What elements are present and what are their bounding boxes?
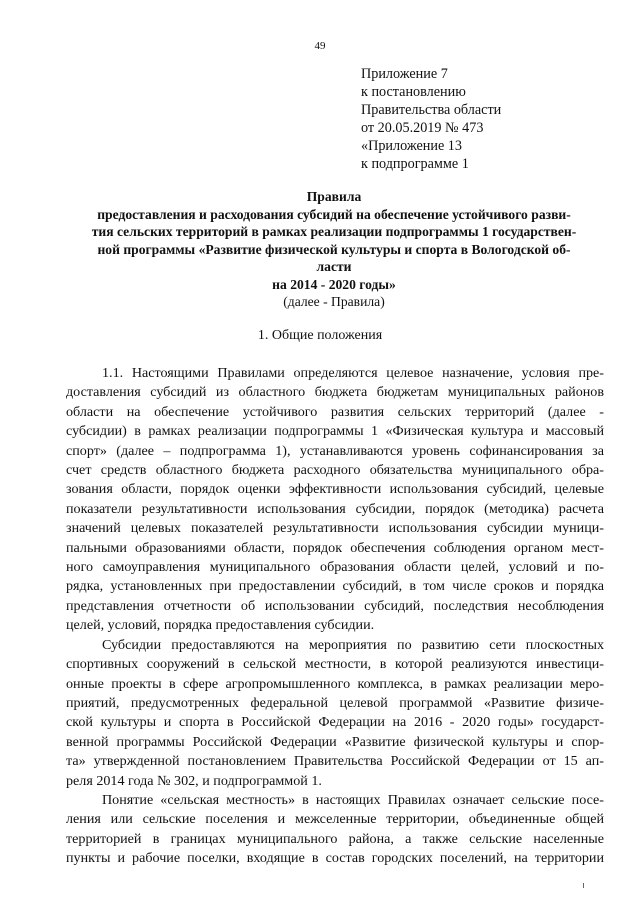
paragraph bbox=[66, 636, 604, 791]
paragraph-line: целей, условий, порядка предоставления субсидии. bbox=[66, 617, 375, 634]
paragraph-line: показатели результативности использования субсидии, порядок (методика) расчета bbox=[66, 500, 604, 517]
paragraph-line: доставления субсидий из областного бюджета бюджетам муниципальных районов bbox=[66, 384, 604, 401]
title-note: (далее - Правила) bbox=[283, 294, 385, 309]
appendix-line: Приложение 7 bbox=[361, 66, 448, 82]
appendix-reference bbox=[361, 65, 501, 173]
paragraph-line: ской культуры и спорта в Российской Федерации на 2016 - 2020 годы» государст- bbox=[66, 714, 604, 731]
appendix-line: от 20.05.2019 № 473 bbox=[361, 120, 484, 136]
paragraph-line: та» утвержденной постановлением Правительства Российской Федерации от 15 ап- bbox=[66, 753, 604, 770]
title-line: предоставления и расходования субсидий на обеспечение устойчивого разви- bbox=[97, 206, 571, 222]
paragraph-line: значений целевых показателей результативности использования субсидии муници- bbox=[66, 520, 604, 537]
appendix-line: к подпрограмме 1 bbox=[361, 156, 469, 172]
paragraph-line: счет средств областного бюджета расходного обязательства муниципального обра- bbox=[66, 462, 604, 479]
title-line: тия сельских территорий в рамках реализации подпрограммы 1 государствен- bbox=[91, 224, 577, 239]
body-text bbox=[66, 364, 604, 869]
paragraph-line: приятий, предусмотренных федеральной целевой программой «Развитие физиче- bbox=[66, 694, 604, 711]
title-line: ной программы «Развитие физической культуры и спорта в Вологодской об- bbox=[97, 241, 571, 257]
paragraph-line: области на обеспечение устойчивого развития сельских территорий (далее - bbox=[66, 403, 604, 420]
appendix-line: «Приложение 13 bbox=[361, 138, 462, 154]
paragraph-line: спорт» (далее – подпрограмма 1), устанавливаются уровень софинансирования за bbox=[66, 442, 604, 459]
paragraph-line: ления или сельские поселения и межселенные территории, объединенные общей bbox=[66, 811, 604, 828]
paragraph-line: Понятие «сельская местность» в настоящих Правилах означает сельские посе- bbox=[102, 791, 604, 808]
paragraph-line: онные проекты в сфере агропромышленного комплекса, в рамках реализации меро- bbox=[66, 675, 604, 692]
paragraph-line: рядка, установленных при предоставлении субсидий, в том числе сроков и порядка bbox=[66, 578, 604, 595]
paragraph-line: ного самоуправления муниципального образования области целей, условий и по- bbox=[66, 559, 604, 576]
paragraph bbox=[66, 791, 604, 869]
scan-mark bbox=[583, 883, 584, 888]
title-line: на 2014 - 2020 годы» bbox=[272, 276, 396, 292]
title-line: ласти bbox=[316, 259, 352, 274]
paragraph bbox=[66, 364, 604, 636]
page-number: 49 bbox=[314, 40, 326, 52]
appendix-line: Правительства области bbox=[361, 102, 502, 118]
paragraph-line: представления отчетности об использовании субсидий, последствия несоблюдения bbox=[66, 597, 604, 614]
paragraph-line: пальными образованиями области, порядок обеспечения соблюдения органом мест- bbox=[66, 539, 604, 556]
paragraph-line: пункты и рабочие поселки, входящие в состав городских поселений, на территории bbox=[66, 850, 604, 867]
paragraph-line: территорией в границах муниципального района, а также сельские населенные bbox=[66, 830, 604, 847]
paragraph-line: 1.1. Настоящими Правилами определяются целевое назначение, условия пре- bbox=[102, 365, 604, 381]
title-heading: Правила bbox=[306, 189, 362, 204]
paragraph-line: спортивных сооружений в сельской местности, в которой реализуются инвестици- bbox=[66, 656, 604, 673]
paragraph-line: Субсидии предоставляются на мероприятия по развитию сети плоскостных bbox=[102, 636, 604, 653]
document-title bbox=[64, 188, 604, 311]
paragraph-line: реля 2014 года № 302, и подпрограммой 1. bbox=[66, 772, 322, 789]
appendix-line: к постановлению bbox=[361, 84, 466, 100]
paragraph-line: зования области, порядок оценки эффективности использования субсидий, целевые bbox=[66, 481, 604, 498]
paragraph-line: субсидии) в рамках реализации подпрограммы 1 «Физическая культура и массовый bbox=[66, 423, 604, 440]
paragraph-line: венной программы Российской Федерации «Развитие физической культуры и спор- bbox=[66, 733, 604, 750]
section-title: 1. Общие положения bbox=[257, 328, 383, 343]
